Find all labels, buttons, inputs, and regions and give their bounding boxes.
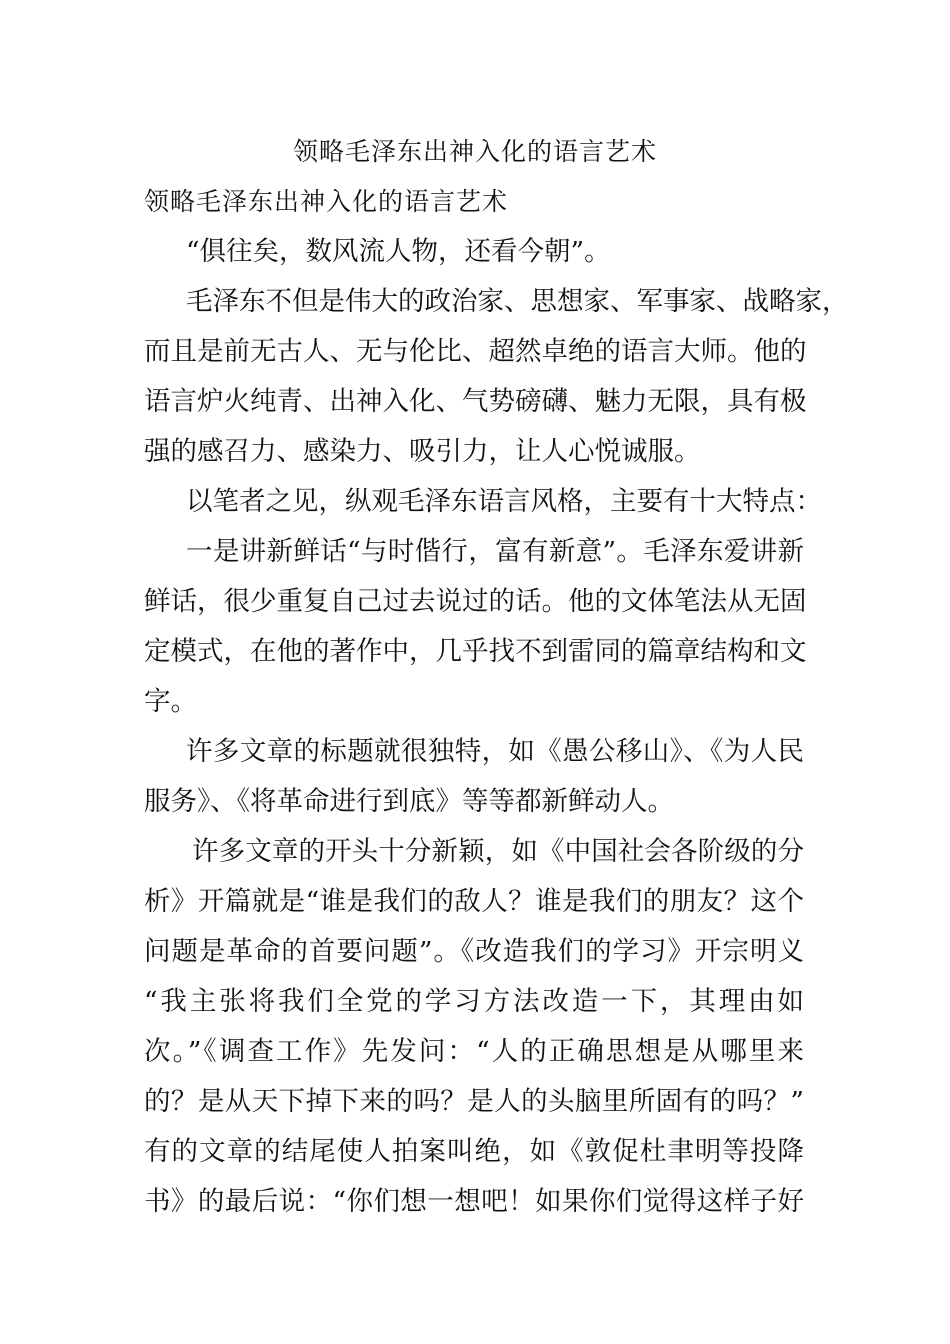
paragraph-line: 问题是革命的首要问题”。《改造我们的学习》开宗明义 — [144, 936, 804, 967]
paragraph-line: 服务》、《将革命进行到底》等等都新鲜动人。 — [144, 786, 674, 817]
paragraph-line: 字。 — [144, 686, 197, 717]
paragraph-line: 鲜话，很少重复自己过去说过的话。他的文体笔法从无固 — [144, 586, 807, 617]
paragraph-line: 一是讲新鲜话“与时偕行，富有新意”。毛泽东爱讲新 — [186, 536, 804, 567]
paragraph-line: 许多文章的标题就很独特，如《愚公移山》、《为人民 — [186, 736, 804, 767]
paragraph-line: 以笔者之见，纵观毛泽东语言风格，主要有十大特点： — [186, 486, 822, 517]
paragraph-line: 而且是前无古人、无与伦比、超然卓绝的语言大师。他的 — [144, 336, 807, 367]
paragraph-line: “俱往矣，数风流人物，还看今朝”。 — [186, 236, 611, 267]
paragraph-line: 次。”《调查工作》先发问：“人的正确思想是从哪里来 — [144, 1036, 804, 1067]
paragraph-line: 析》开篇就是“谁是我们的敌人？谁是我们的朋友？这个 — [144, 886, 804, 917]
paragraph-line: 毛泽东不但是伟大的政治家、思想家、军事家、战略家， — [186, 286, 849, 317]
document-heading: 领略毛泽东出神入化的语言艺术 — [144, 187, 509, 216]
paragraph-line: “我主张将我们全党的学习方法改造一下，其理由如 — [144, 986, 804, 1017]
paragraph-line: 书》的最后说：“你们想一想吧！如果你们觉得这样子好 — [144, 1186, 804, 1217]
paragraph-line: 语言炉火纯青、出神入化、气势磅礴、魅力无限，具有极 — [144, 386, 807, 417]
document-title: 领略毛泽东出神入化的语言艺术 — [292, 137, 657, 166]
paragraph-line: 定模式，在他的著作中，几乎找不到雷同的篇章结构和文 — [144, 636, 807, 667]
paragraph-line: 强的感召力、感染力、吸引力，让人心悦诚服。 — [144, 436, 701, 467]
paragraph-line: 的？是从天下掉下来的吗？是人的头脑里所固有的吗？” — [144, 1086, 804, 1117]
paragraph-line: 有的文章的结尾使人拍案叫绝，如《敦促杜聿明等投降 — [144, 1136, 804, 1167]
paragraph-line: 许多文章的开头十分新颖，如《中国社会各阶级的分 — [192, 836, 804, 867]
